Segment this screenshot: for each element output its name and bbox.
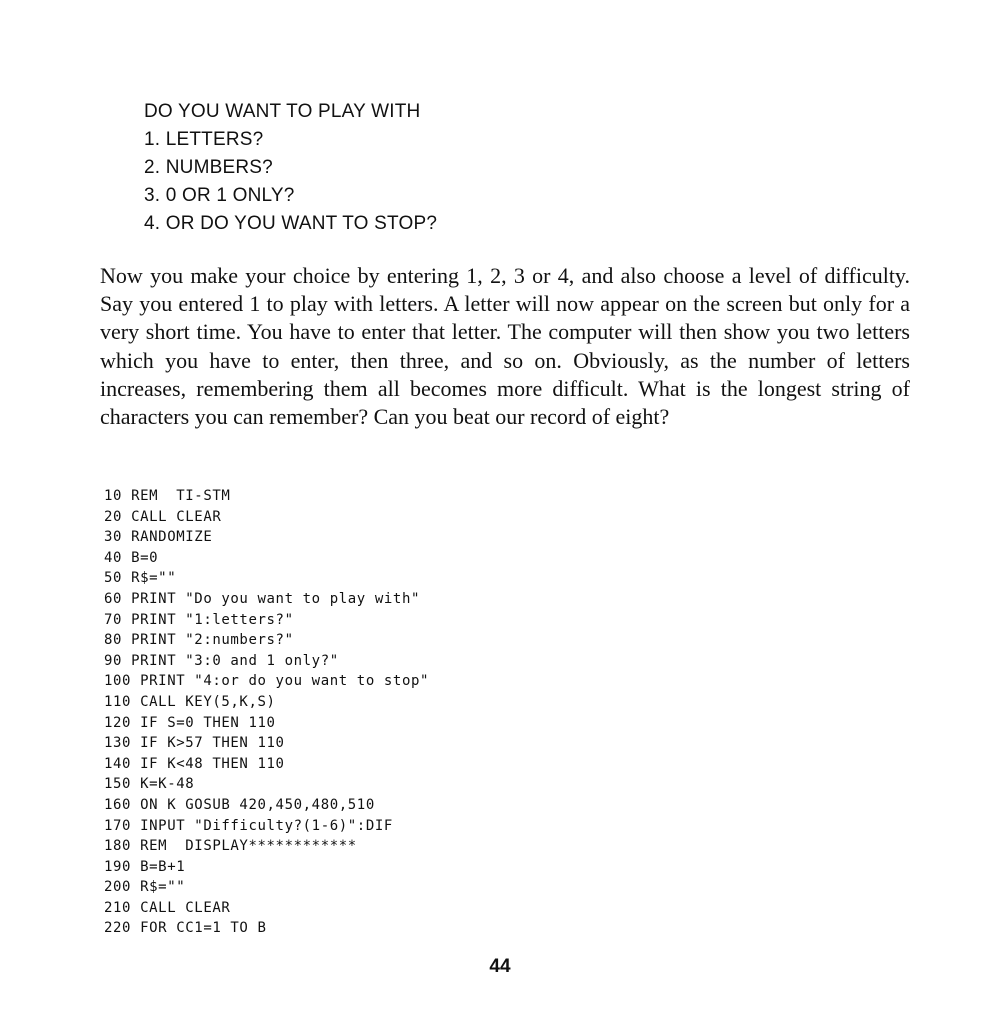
code-line: 220 FOR CC1=1 TO B	[104, 920, 267, 937]
code-line: 80 PRINT "2:numbers?"	[104, 632, 294, 649]
code-line: 70 PRINT "1:letters?"	[104, 611, 294, 628]
code-line: 210 CALL CLEAR	[104, 899, 231, 916]
menu-line: DO YOU WANT TO PLAY WITH	[144, 101, 421, 122]
code-line: 100 PRINT "4:or do you want to stop"	[104, 673, 430, 690]
code-line: 190 B=B+1	[104, 858, 186, 875]
code-line: 40 B=0	[104, 549, 159, 566]
code-line: 200 R$=""	[104, 879, 186, 896]
menu-line: 3. 0 OR 1 ONLY?	[144, 185, 295, 206]
code-line: 50 R$=""	[104, 570, 177, 587]
menu-line: 1. LETTERS?	[144, 129, 264, 150]
body-paragraph: Now you make your choice by entering 1, 2, 3 or 4, and also choose a level of difficulty. Say you entered 1 to play with letters. A letter will now appear on the screen but only for a very short time. You have to enter that letter. The computer will then show you two letters which you have to enter, then three, and so on. Obviously, as the number of letters increases, remembering them all becomes more difficult. What is the longest string of characters you can remember? Can you beat our record of eight?	[100, 263, 910, 430]
code-listing	[104, 486, 429, 939]
code-line: 120 IF S=0 THEN 110	[104, 714, 276, 731]
page-number: 44	[489, 956, 511, 977]
code-line: 90 PRINT "3:0 and 1 only?"	[104, 652, 339, 669]
menu-line: 4. OR DO YOU WANT TO STOP?	[144, 213, 438, 234]
code-line: 60 PRINT "Do you want to play with"	[104, 590, 421, 607]
code-line: 30 RANDOMIZE	[104, 529, 213, 546]
code-line: 140 IF K<48 THEN 110	[104, 755, 285, 772]
code-line: 150 K=K-48	[104, 776, 195, 793]
code-line: 110 CALL KEY(5,K,S)	[104, 693, 276, 710]
code-line: 130 IF K>57 THEN 110	[104, 735, 285, 752]
menu-prompt	[144, 98, 437, 238]
code-line: 180 REM DISPLAY************	[104, 838, 357, 855]
code-line: 20 CALL CLEAR	[104, 508, 222, 525]
menu-line: 2. NUMBERS?	[144, 157, 273, 178]
code-line: 170 INPUT "Difficulty?(1-6)":DIF	[104, 817, 393, 834]
code-line: 10 REM TI-STM	[104, 488, 231, 504]
code-line: 160 ON K GOSUB 420,450,480,510	[104, 796, 375, 813]
